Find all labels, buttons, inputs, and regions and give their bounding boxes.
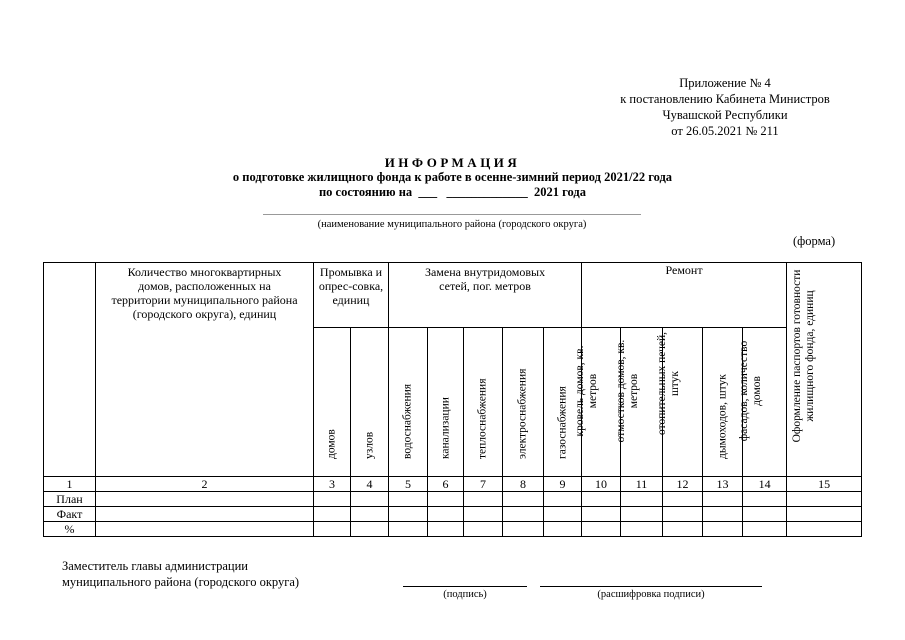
data-cell[interactable] <box>621 507 663 522</box>
report-table <box>43 262 862 537</box>
col-num: 4 <box>351 477 389 492</box>
col-num: 15 <box>787 477 862 492</box>
col-num: 5 <box>389 477 428 492</box>
col-num: 10 <box>582 477 621 492</box>
data-cell[interactable] <box>96 492 314 507</box>
header-c13 <box>703 328 743 477</box>
data-cell[interactable] <box>743 492 787 507</box>
col-num: 3 <box>314 477 351 492</box>
data-cell[interactable] <box>464 492 503 507</box>
header-col-2: Количество многоквартирных домов, расположенных на территории муниципального района (городского округа), единиц <box>96 263 314 477</box>
appendix-line-2: к постановлению Кабинета Министров <box>620 92 830 106</box>
table-row-plan <box>44 492 862 507</box>
header-c10-text: кровель домов, кв. метров <box>574 345 600 437</box>
header-c7 <box>464 328 503 477</box>
data-cell[interactable] <box>663 507 703 522</box>
header-c11-text: отмостков домов, кв. метров <box>614 339 640 443</box>
appendix-block <box>560 75 890 139</box>
header-c14 <box>737 328 787 477</box>
row-label-percent: % <box>44 522 96 537</box>
data-cell[interactable] <box>582 492 621 507</box>
org-name-line <box>263 214 641 215</box>
signature-caption: (подпись) <box>443 589 487 600</box>
header-c13-text: дымоходов, штук <box>716 374 729 459</box>
data-cell[interactable] <box>663 492 703 507</box>
org-name-caption: (наименование муниципального района (городского округа) <box>317 219 587 230</box>
header-c5 <box>389 328 428 477</box>
data-cell[interactable] <box>389 492 428 507</box>
data-cell[interactable] <box>582 522 621 537</box>
header-c4-text: узлов <box>363 431 375 459</box>
signature-decoding-caption: (расшифровка подписи) <box>597 589 705 600</box>
header-c6 <box>428 328 464 477</box>
data-cell[interactable] <box>621 522 663 537</box>
form-label: (форма) <box>793 234 836 248</box>
col-num: 8 <box>503 477 544 492</box>
col-num: 14 <box>743 477 787 492</box>
data-cell[interactable] <box>314 492 351 507</box>
data-cell[interactable] <box>787 492 862 507</box>
data-cell[interactable] <box>428 522 464 537</box>
header-c9-text: газоснабжения <box>556 386 569 459</box>
data-cell[interactable] <box>389 522 428 537</box>
data-cell[interactable] <box>351 507 389 522</box>
data-cell[interactable] <box>503 507 544 522</box>
header-repair: Ремонт <box>582 263 787 328</box>
header-col-15-text: Оформление паспортов готовности жилищного фонда, единиц <box>791 269 817 443</box>
data-cell[interactable] <box>663 522 703 537</box>
data-cell[interactable] <box>703 507 743 522</box>
data-cell[interactable] <box>544 522 582 537</box>
data-cell[interactable] <box>703 522 743 537</box>
data-cell[interactable] <box>787 522 862 537</box>
header-c7-text: теплоснабжения <box>476 378 489 459</box>
data-cell[interactable] <box>96 507 314 522</box>
title-subheading: о подготовке жилищного фонда к работе в осенне-зимний период 2021/22 года <box>232 170 673 184</box>
column-number-row <box>44 477 862 492</box>
col-num: 2 <box>96 477 314 492</box>
appendix-line-1: Приложение № 4 <box>679 76 771 90</box>
header-c12 <box>655 328 703 477</box>
signer-block <box>62 558 299 590</box>
header-c3 <box>314 328 351 477</box>
appendix-line-3: Чувашской Республики <box>662 108 788 122</box>
data-cell[interactable] <box>314 522 351 537</box>
header-c5-text: водоснабжения <box>401 383 414 459</box>
table-row-percent <box>44 522 862 537</box>
title-date-line: по состоянию на ___ _____________ 2021 года <box>318 185 587 199</box>
signer-line-2: муниципального района (городского округа) <box>62 575 300 589</box>
col-num: 12 <box>663 477 703 492</box>
data-cell[interactable] <box>464 522 503 537</box>
header-c3-text: домов <box>325 429 338 459</box>
data-cell[interactable] <box>582 507 621 522</box>
header-c8-text: электроснабжения <box>516 368 529 459</box>
signature-line[interactable] <box>403 586 527 587</box>
title-heading: ИНФОРМАЦИЯ <box>384 155 521 170</box>
header-flush: Промывка и опрес-совка, единиц <box>314 263 389 328</box>
col-num: 6 <box>428 477 464 492</box>
signature-decoding-line[interactable] <box>540 586 762 587</box>
header-c6-text: канализации <box>439 397 452 459</box>
header-row-1 <box>44 263 862 328</box>
data-cell[interactable] <box>544 507 582 522</box>
header-col-15 <box>787 263 862 477</box>
data-cell[interactable] <box>351 522 389 537</box>
data-cell[interactable] <box>428 492 464 507</box>
header-c14-text: фасадов, количество домов <box>737 340 763 442</box>
header-replace: Замена внутридомовых сетей, пог. метров <box>389 263 582 328</box>
appendix-line-4: от 26.05.2021 № 211 <box>671 124 779 138</box>
data-cell[interactable] <box>503 522 544 537</box>
data-cell[interactable] <box>96 522 314 537</box>
header-c8 <box>503 328 544 477</box>
col-num: 13 <box>703 477 743 492</box>
data-cell[interactable] <box>787 507 862 522</box>
header-c12-text: отопительных печей, штук <box>655 331 681 436</box>
data-cell[interactable] <box>428 507 464 522</box>
data-cell[interactable] <box>743 522 787 537</box>
data-cell[interactable] <box>351 492 389 507</box>
data-cell[interactable] <box>621 492 663 507</box>
col-num: 1 <box>44 477 96 492</box>
row-label-plan: План <box>44 492 96 507</box>
data-cell[interactable] <box>389 507 428 522</box>
data-cell[interactable] <box>544 492 582 507</box>
col-num: 11 <box>621 477 663 492</box>
header-c4 <box>351 328 389 477</box>
header-col-1 <box>44 263 96 477</box>
data-cell[interactable] <box>503 492 544 507</box>
table-row-fact <box>44 507 862 522</box>
data-cell[interactable] <box>464 507 503 522</box>
row-label-fact: Факт <box>44 507 96 522</box>
data-cell[interactable] <box>743 507 787 522</box>
document-title <box>150 155 755 200</box>
col-num: 7 <box>464 477 503 492</box>
data-cell[interactable] <box>703 492 743 507</box>
data-cell[interactable] <box>314 507 351 522</box>
col-num: 9 <box>544 477 582 492</box>
signer-line-1: Заместитель главы администрации <box>62 559 248 573</box>
